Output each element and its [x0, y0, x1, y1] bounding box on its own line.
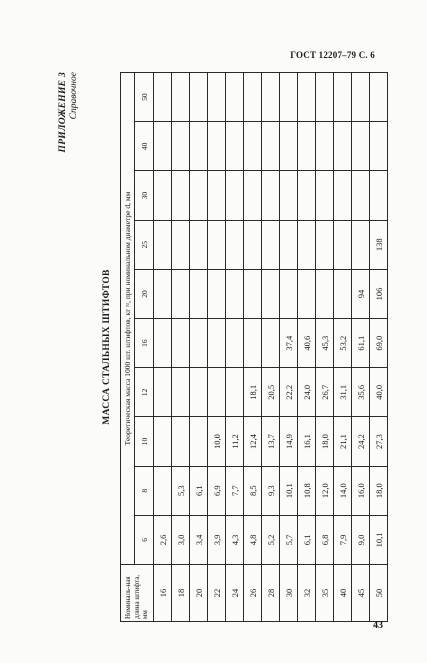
- mass-cell: 26,7: [316, 368, 334, 417]
- mass-cell: [316, 122, 334, 171]
- mass-cell: [190, 368, 208, 417]
- mass-cell: [262, 269, 280, 318]
- mass-cell: 4,8: [244, 515, 262, 564]
- mass-cell: 40,0: [370, 368, 388, 417]
- mass-cell: 35,6: [352, 368, 370, 417]
- mass-cell: [244, 220, 262, 269]
- table-title: МАССА СТАЛЬНЫХ ШТИФТОВ: [102, 269, 112, 425]
- mass-cell: [352, 220, 370, 269]
- length-cell: 18: [172, 565, 190, 622]
- mass-cell: [334, 269, 352, 318]
- mass-cell: [226, 73, 244, 122]
- table-row: [190, 73, 208, 622]
- table-row: [316, 73, 334, 622]
- mass-cell: 61,1: [352, 319, 370, 368]
- mass-cell: [154, 73, 172, 122]
- table-row: [298, 73, 316, 622]
- mass-cell: [172, 417, 190, 466]
- table-row: [154, 73, 172, 622]
- diameter-header: 8: [135, 466, 154, 515]
- mass-cell: 5,2: [262, 515, 280, 564]
- length-cell: 32: [298, 565, 316, 622]
- mass-cell: 10,1: [280, 466, 298, 515]
- mass-cell: [334, 171, 352, 220]
- mass-cell: [226, 171, 244, 220]
- mass-cell: 2,6: [154, 515, 172, 564]
- mass-cell: [244, 73, 262, 122]
- mass-cell: [172, 122, 190, 171]
- mass-cell: [172, 73, 190, 122]
- document-header: ГОСТ 12207–79 С. 6: [290, 50, 375, 60]
- mass-cell: 3,0: [172, 515, 190, 564]
- table-row: [208, 73, 226, 622]
- mass-cell: 9,0: [352, 515, 370, 564]
- mass-cell: 53,2: [334, 319, 352, 368]
- length-cell: 28: [262, 565, 280, 622]
- mass-cell: [154, 466, 172, 515]
- length-cell: 20: [190, 565, 208, 622]
- mass-cell: [154, 417, 172, 466]
- page-number: 43: [373, 620, 383, 631]
- mass-cell: [172, 319, 190, 368]
- diameter-header: 10: [135, 417, 154, 466]
- mass-cell: [244, 122, 262, 171]
- annex-title: ПРИЛОЖЕНИЕ 3: [58, 72, 68, 153]
- mass-cell: 16,0: [352, 466, 370, 515]
- mass-cell: [154, 319, 172, 368]
- mass-cell: 22,2: [280, 368, 298, 417]
- mass-cell: 40,6: [298, 319, 316, 368]
- mass-cell: 12,4: [244, 417, 262, 466]
- diameter-header: 30: [135, 171, 154, 220]
- mass-cell: 37,4: [280, 319, 298, 368]
- mass-cell: 10,8: [298, 466, 316, 515]
- mass-cell: [280, 220, 298, 269]
- mass-cell: [208, 319, 226, 368]
- mass-cell: [190, 417, 208, 466]
- mass-cell: [370, 122, 388, 171]
- mass-cell: [316, 269, 334, 318]
- mass-cell: 45,3: [316, 319, 334, 368]
- mass-span-header: Теоретическая масса 1000 шт. штифтов, кг ≈, при номинальном диаметре d, мм: [121, 73, 135, 565]
- length-cell: 16: [154, 565, 172, 622]
- mass-cell: [208, 73, 226, 122]
- mass-cell: 21,1: [334, 417, 352, 466]
- mass-cell: 7,7: [226, 466, 244, 515]
- table-row: [280, 73, 298, 622]
- mass-cell: [244, 319, 262, 368]
- mass-cell: 12,0: [316, 466, 334, 515]
- mass-cell: [226, 368, 244, 417]
- mass-cell: [298, 269, 316, 318]
- mass-cell: [262, 122, 280, 171]
- diameter-header: 40: [135, 122, 154, 171]
- mass-cell: 11,2: [226, 417, 244, 466]
- mass-cell: [154, 122, 172, 171]
- mass-cell: [190, 122, 208, 171]
- mass-cell: [334, 220, 352, 269]
- mass-cell: [226, 269, 244, 318]
- mass-cell: [298, 171, 316, 220]
- mass-cell: 69,0: [370, 319, 388, 368]
- table-row: [262, 73, 280, 622]
- diameter-header: 25: [135, 220, 154, 269]
- mass-cell: [226, 319, 244, 368]
- mass-cell: [154, 368, 172, 417]
- mass-cell: 18,1: [244, 368, 262, 417]
- length-cell: 50: [370, 565, 388, 622]
- table-row: [244, 73, 262, 622]
- mass-cell: [352, 73, 370, 122]
- mass-cell: [190, 319, 208, 368]
- mass-cell: 10,0: [208, 417, 226, 466]
- mass-cell: [208, 171, 226, 220]
- diameter-header: 12: [135, 368, 154, 417]
- mass-cell: [244, 171, 262, 220]
- mass-cell: [226, 220, 244, 269]
- mass-cell: [370, 73, 388, 122]
- mass-cell: [352, 122, 370, 171]
- table-row: [370, 73, 388, 622]
- mass-cell: [298, 122, 316, 171]
- table-row: [172, 73, 190, 622]
- mass-cell: 18,0: [370, 466, 388, 515]
- mass-cell: [154, 171, 172, 220]
- length-cell: 24: [226, 565, 244, 622]
- table-row: [334, 73, 352, 622]
- mass-cell: 31,1: [334, 368, 352, 417]
- diameter-header: 50: [135, 73, 154, 122]
- diameter-header: 20: [135, 269, 154, 318]
- length-cell: 22: [208, 565, 226, 622]
- length-column-header: Номиналь-ная длина штифта, мм: [121, 565, 154, 622]
- mass-cell: [208, 122, 226, 171]
- mass-cell: 14,0: [334, 466, 352, 515]
- mass-cell: 24,0: [298, 368, 316, 417]
- mass-cell: [208, 269, 226, 318]
- mass-cell: [154, 269, 172, 318]
- annex-subtitle: Справочное: [69, 72, 79, 120]
- mass-cell: [244, 269, 262, 318]
- mass-cell: 8,5: [244, 466, 262, 515]
- mass-cell: [172, 220, 190, 269]
- length-cell: 35: [316, 565, 334, 622]
- mass-cell: [190, 171, 208, 220]
- rotated-content: [58, 72, 384, 622]
- mass-cell: [190, 73, 208, 122]
- length-cell: 30: [280, 565, 298, 622]
- mass-cell: 4,3: [226, 515, 244, 564]
- steel-pin-mass-table: [120, 72, 388, 622]
- mass-cell: [154, 220, 172, 269]
- mass-cell: [190, 269, 208, 318]
- mass-cell: 6,1: [190, 466, 208, 515]
- mass-cell: 6,8: [316, 515, 334, 564]
- mass-cell: [280, 171, 298, 220]
- mass-cell: 18,0: [316, 417, 334, 466]
- mass-cell: 27,3: [370, 417, 388, 466]
- mass-cell: [280, 269, 298, 318]
- diameter-header: 6: [135, 515, 154, 564]
- mass-cell: 94: [352, 269, 370, 318]
- mass-cell: 10,1: [370, 515, 388, 564]
- mass-cell: 106: [370, 269, 388, 318]
- mass-cell: [208, 220, 226, 269]
- mass-cell: 6,9: [208, 466, 226, 515]
- mass-cell: 138: [370, 220, 388, 269]
- mass-cell: [190, 220, 208, 269]
- annex-label: [58, 72, 80, 153]
- mass-cell: [262, 171, 280, 220]
- mass-cell: 14,9: [280, 417, 298, 466]
- mass-cell: 20,5: [262, 368, 280, 417]
- mass-cell: [280, 122, 298, 171]
- mass-cell: [316, 73, 334, 122]
- mass-cell: 7,9: [334, 515, 352, 564]
- mass-cell: [262, 220, 280, 269]
- mass-cell: [226, 122, 244, 171]
- mass-cell: 9,3: [262, 466, 280, 515]
- mass-cell: [208, 368, 226, 417]
- mass-cell: [172, 368, 190, 417]
- mass-cell: 3,4: [190, 515, 208, 564]
- mass-cell: 5,3: [172, 466, 190, 515]
- mass-cell: 16,1: [298, 417, 316, 466]
- mass-cell: [298, 220, 316, 269]
- mass-cell: [334, 73, 352, 122]
- mass-cell: [262, 319, 280, 368]
- mass-cell: [370, 171, 388, 220]
- mass-cell: 24,2: [352, 417, 370, 466]
- mass-cell: 6,1: [298, 515, 316, 564]
- mass-cell: [316, 171, 334, 220]
- mass-cell: [352, 171, 370, 220]
- mass-cell: [298, 73, 316, 122]
- length-cell: 45: [352, 565, 370, 622]
- length-cell: 40: [334, 565, 352, 622]
- mass-cell: [172, 171, 190, 220]
- mass-cell: 3,9: [208, 515, 226, 564]
- length-cell: 26: [244, 565, 262, 622]
- mass-cell: [262, 73, 280, 122]
- mass-cell: 5,7: [280, 515, 298, 564]
- diameter-header: 16: [135, 319, 154, 368]
- table-row: [352, 73, 370, 622]
- mass-cell: [316, 220, 334, 269]
- mass-cell: [334, 122, 352, 171]
- mass-cell: [172, 269, 190, 318]
- table-row: [226, 73, 244, 622]
- mass-cell: [280, 73, 298, 122]
- mass-cell: 13,7: [262, 417, 280, 466]
